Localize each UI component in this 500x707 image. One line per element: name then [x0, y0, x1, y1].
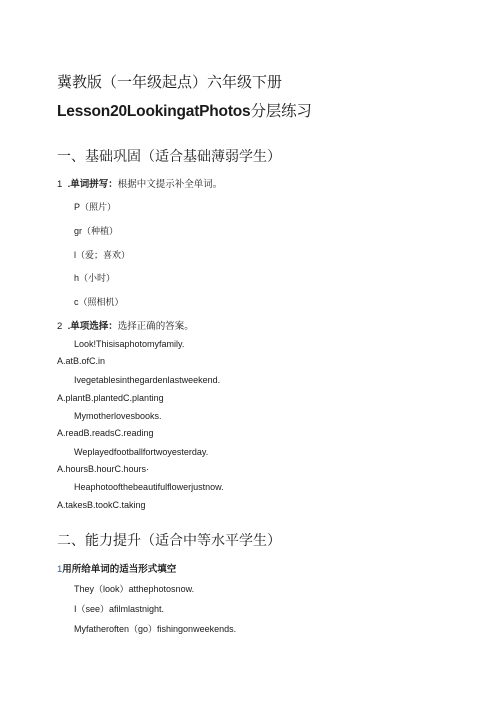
question-number: 1 [57, 179, 63, 190]
section-2-heading: 二、能力提升（适合中等水平学生） [57, 532, 281, 548]
choice-stem: Weplayedfootballfortwoyesterday. [74, 447, 209, 457]
question-label: .单词拼写： [67, 179, 118, 190]
fill-item: They（look）atthephotosnow. [74, 584, 195, 594]
spelling-item: h（小时） [74, 273, 116, 283]
spelling-item: l（爱；喜欢） [74, 250, 130, 260]
question-1-header [57, 176, 222, 190]
question-number: 2 [57, 321, 63, 332]
fill-item: I（see）afilmlastnight. [74, 604, 165, 614]
section-1-heading: 一、基础巩固（适合基础薄弱学生） [57, 148, 281, 164]
title-line-1: 冀教版（一年级起点）六年级下册 [57, 74, 283, 91]
choice-options: A.hoursB.hourC.hours· [57, 464, 150, 474]
choice-options: A.takesB.tookC.taking [57, 500, 146, 510]
choice-options: A.readB.readsC.reading [57, 428, 154, 438]
spelling-item: P（照片） [74, 202, 117, 212]
choice-stem: Ivegetablesinthegardenlastweekend. [74, 375, 221, 385]
question-instruction: 选择正确的答案。 [117, 321, 194, 332]
question-label: .单项选择： [67, 321, 118, 332]
choice-stem: Heaphotoofthebeautifulflowerjustnow. [74, 482, 224, 492]
choice-options: A.atB.ofC.in [57, 356, 106, 366]
spelling-item: gr（种植） [74, 226, 119, 236]
spelling-item: c（照相机） [74, 297, 124, 307]
choice-stem: Mymotherlovesbooks. [74, 411, 162, 421]
fill-item: Myfatheroften（go）fishingonweekends. [74, 624, 237, 634]
question-3-header [57, 561, 176, 575]
lesson-subtitle: 分层练习 [250, 103, 312, 120]
title-line-2 [57, 99, 312, 121]
question-number: 1 [57, 564, 63, 575]
question-label: 用所给单词的适当形式填空 [62, 564, 177, 575]
question-instruction: 根据中文提示补全单词。 [117, 179, 223, 190]
choice-options: A.plantB.plantedC.planting [57, 393, 164, 403]
question-2-header [57, 318, 194, 332]
lesson-title: Lesson20LookingatPhotos [57, 103, 251, 120]
choice-stem: Look!Thisisaphotomyfamily. [74, 339, 185, 349]
